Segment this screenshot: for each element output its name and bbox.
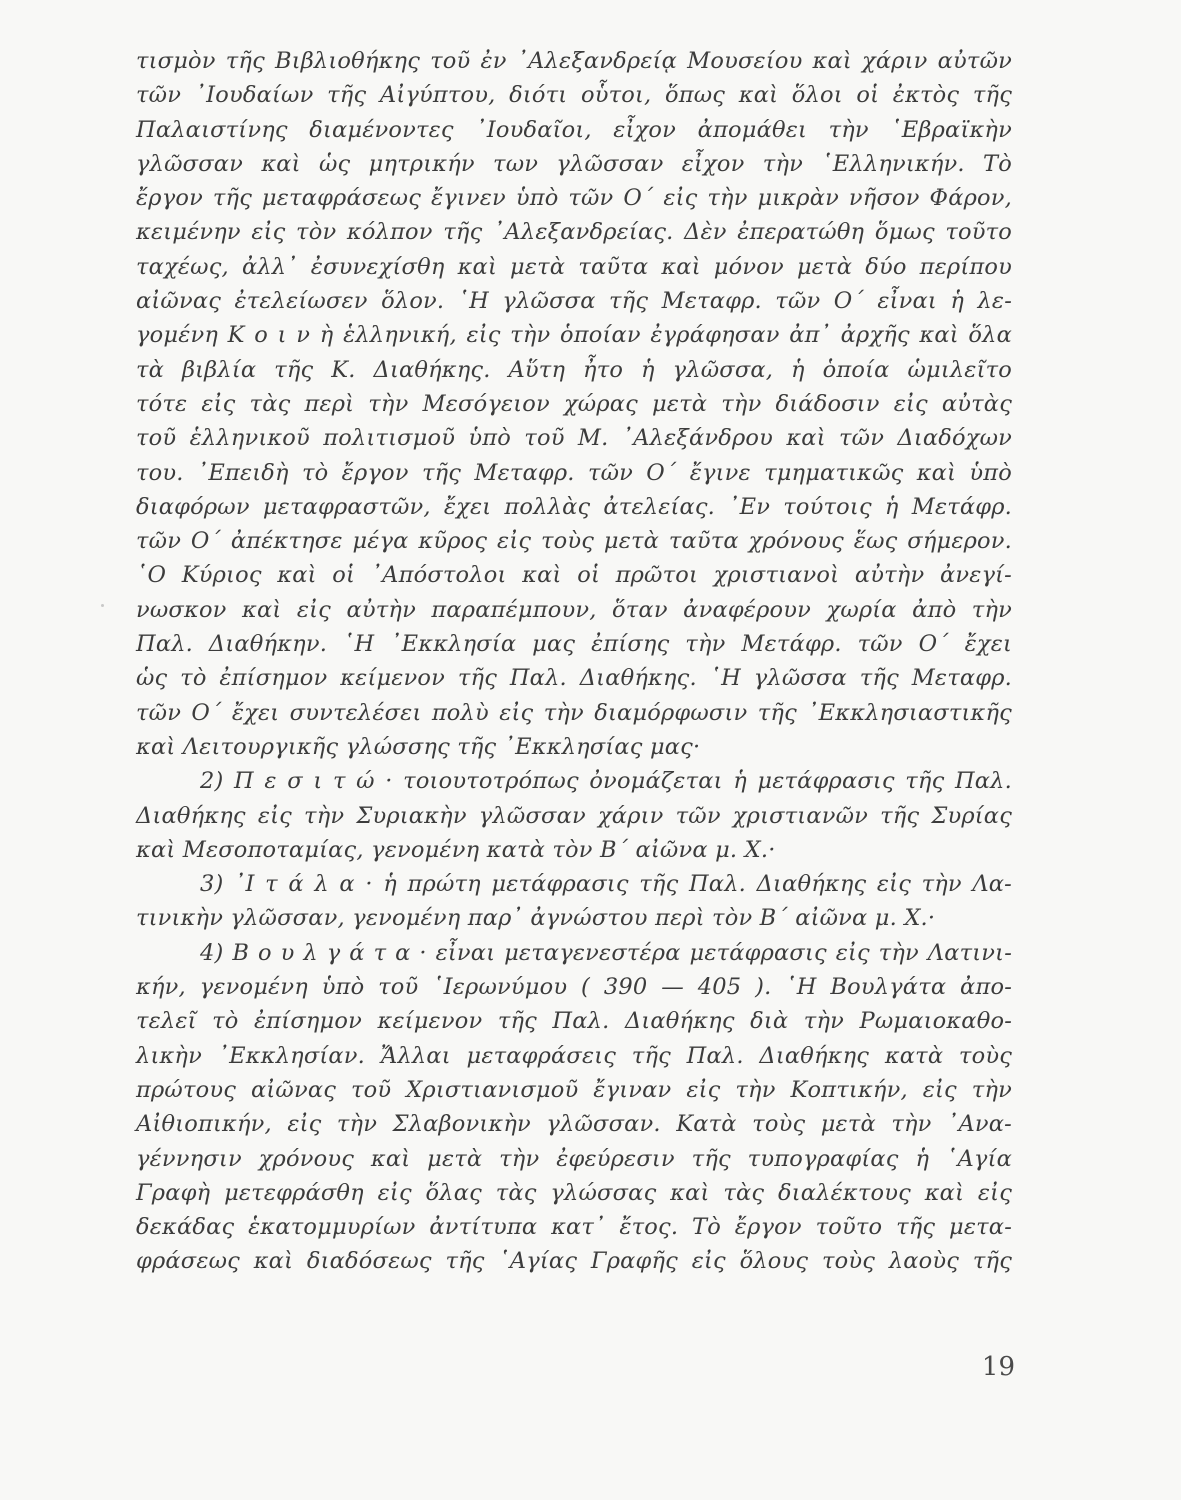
text-line: ταχέως, ἀλλ᾿ ἐσυνεχίσθη καὶ μετὰ ταῦτα καὶ μόνον μετὰ δύο περίπου — [136, 253, 1012, 280]
text-line: τελεῖ τὸ ἐπίσημον κείμενον τῆς Παλ. Διαθήκης διὰ τὴν Ρωμαιοκαθο- — [136, 1008, 1012, 1035]
text-line: Διαθήκης εἰς τὴν Συριακὴν γλῶσσαν χάριν τῶν χριστιανῶν τῆς Συρίας — [136, 802, 1012, 829]
text-line: του. ᾿Επειδὴ τὸ ἔργον τῆς Μεταφρ. τῶν Ο΄ ἔγινε τμηματικῶς καὶ ὑπὸ — [136, 459, 1012, 486]
text-line: καὶ Μεσοποταμίας, γενομένη κατὰ τὸν Β΄ αἰῶνα μ. Χ.· — [136, 836, 776, 863]
text-line: νωσκον καὶ εἰς αὐτὴν παραπέμπουν, ὅταν ἀναφέρουν χωρία ἀπὸ τὴν — [136, 596, 1012, 623]
text-line: φράσεως καὶ διαδόσεως τῆς ῾Αγίας Γραφῆς εἰς ὅλους τοὺς λαοὺς τῆς — [136, 1248, 1012, 1275]
text-line: γομένη Κ ο ι ν ὴ ἑλληνική, εἰς τὴν ὁποίαν ἐγράφησαν ἀπ᾿ ἀρχῆς καὶ ὅλα — [136, 322, 1012, 349]
text-line: αἰῶνας ἐτελείωσεν ὅλον. ῾Η γλῶσσα τῆς Μεταφρ. τῶν Ο΄ εἶναι ἡ λε- — [136, 288, 1012, 315]
text-line: 4) Β ο υ λ γ ά τ α · εἶναι μεταγενεστέρα μετάφρασις εἰς τὴν Λατινι- — [200, 939, 1012, 966]
text-line: 2) Π ε σ ι τ ώ · τοιουτοτρόπως ὀνομάζεται ἡ μετάφρασις τῆς Παλ. — [200, 768, 1012, 795]
text-line: τῶν Ο΄ ἀπέκτησε μέγα κῦρος εἰς τοὺς μετὰ ταῦτα χρόνους ἕως σήμερον. — [136, 528, 1012, 555]
body-text — [136, 44, 1012, 1279]
text-line: καὶ Λειτουργικῆς γλώσσης τῆς ᾿Εκκλησίας μας· — [136, 733, 701, 760]
text-line: ῾Ο Κύριος καὶ οἱ ᾿Απόστολοι καὶ οἱ πρῶτοι χριστιανοὶ αὐτὴν ἀνεγί- — [136, 562, 1012, 589]
text-line: Παλαιστίνης διαμένοντες ᾿Ιουδαῖοι, εἶχον ἀπομάθει τὴν ῾Εβραϊκὴν — [136, 116, 1012, 143]
paper-speck — [101, 604, 104, 607]
text-line: τινικὴν γλῶσσαν, γενομένη παρ᾿ ἀγνώστου περὶ τὸν Β΄ αἰῶνα μ. Χ.· — [136, 905, 936, 932]
text-line: τῶν Ο΄ ἔχει συντελέσει πολὺ εἰς τὴν διαμόρφωσιν τῆς ᾿Εκκλησιαστικῆς — [136, 699, 1012, 726]
text-line: 3) ᾿Ι τ ά λ α · ἡ πρώτη μετάφρασις τῆς Παλ. Διαθήκης εἰς τὴν Λα- — [200, 871, 1012, 898]
text-line: Γραφὴ μετεφράσθη εἰς ὅλας τὰς γλώσσας καὶ τὰς διαλέκτους καὶ εἰς — [136, 1179, 1012, 1206]
text-line: τὰ βιβλία τῆς Κ. Διαθήκης. Αὕτη ἦτο ἡ γλῶσσα, ἡ ὁποία ὡμιλεῖτο — [136, 356, 1012, 383]
text-line: Παλ. Διαθήκην. ῾Η ᾿Εκκλησία μας ἐπίσης τὴν Μετάφρ. τῶν Ο΄ ἔχει — [136, 631, 1012, 658]
text-line: ἔργον τῆς μεταφράσεως ἔγινεν ὑπὸ τῶν Ο΄ εἰς τὴν μικρὰν νῆσον Φάρον, — [136, 185, 1012, 212]
text-line: Αἰθιοπικήν, εἰς τὴν Σλαβονικὴν γλῶσσαν. Κατὰ τοὺς μετὰ τὴν ᾿Ανα- — [136, 1111, 1012, 1138]
text-line: γέννησιν χρόνους καὶ μετὰ τὴν ἐφεύρεσιν τῆς τυπογραφίας ἡ ῾Αγία — [136, 1145, 1012, 1172]
page-number: 19 — [981, 1352, 1015, 1382]
text-line: λικὴν ᾿Εκκλησίαν. Ἄλλαι μεταφράσεις τῆς Παλ. Διαθήκης κατὰ τοὺς — [136, 1042, 1012, 1069]
text-line: δεκάδας ἑκατομμυρίων ἀντίτυπα κατ᾿ ἔτος. Τὸ ἔργον τοῦτο τῆς μετα- — [136, 1214, 1012, 1241]
text-line: κήν, γενομένη ὑπὸ τοῦ ῾Ιερωνύμου ( 390 — 405 ). ῾Η Βουλγάτα ἀπο- — [136, 974, 1012, 1001]
text-line: τῶν ᾿Ιουδαίων τῆς Αἰγύπτου, διότι οὗτοι, ὅπως καὶ ὅλοι οἱ ἐκτὸς τῆς — [136, 82, 1012, 109]
text-line: τότε εἰς τὰς περὶ τὴν Μεσόγειον χώρας μετὰ τὴν διάδοσιν εἰς αὐτὰς — [136, 390, 1012, 417]
text-line: γλῶσσαν καὶ ὡς μητρικήν των γλῶσσαν εἶχον τὴν ῾Ελληνικήν. Τὸ — [136, 150, 1012, 177]
text-line: τισμὸν τῆς Βιβλιοθήκης τοῦ ἐν ᾿Αλεξανδρείᾳ Μουσείου καὶ χάριν αὐτῶν — [136, 48, 1012, 74]
text-line: διαφόρων μεταφραστῶν, ἔχει πολλὰς ἀτελείας. ᾿Εν τούτοις ἡ Μετάφρ. — [136, 493, 1012, 520]
text-line: τοῦ ἑλληνικοῦ πολιτισμοῦ ὑπὸ τοῦ Μ. ᾿Αλεξάνδρου καὶ τῶν Διαδόχων — [136, 425, 1012, 452]
text-line: ὡς τὸ ἐπίσημον κείμενον τῆς Παλ. Διαθήκης. ῾Η γλῶσσα τῆς Μεταφρ. — [136, 665, 1012, 692]
text-line: κειμένην εἰς τὸν κόλπον τῆς ᾿Αλεξανδρείας. Δὲν ἐπερατώθη ὅμως τοῦτο — [136, 219, 1012, 246]
text-line: πρώτους αἰῶνας τοῦ Χριστιανισμοῦ ἔγιναν εἰς τὴν Κοπτικήν, εἰς τὴν — [136, 1076, 1012, 1103]
